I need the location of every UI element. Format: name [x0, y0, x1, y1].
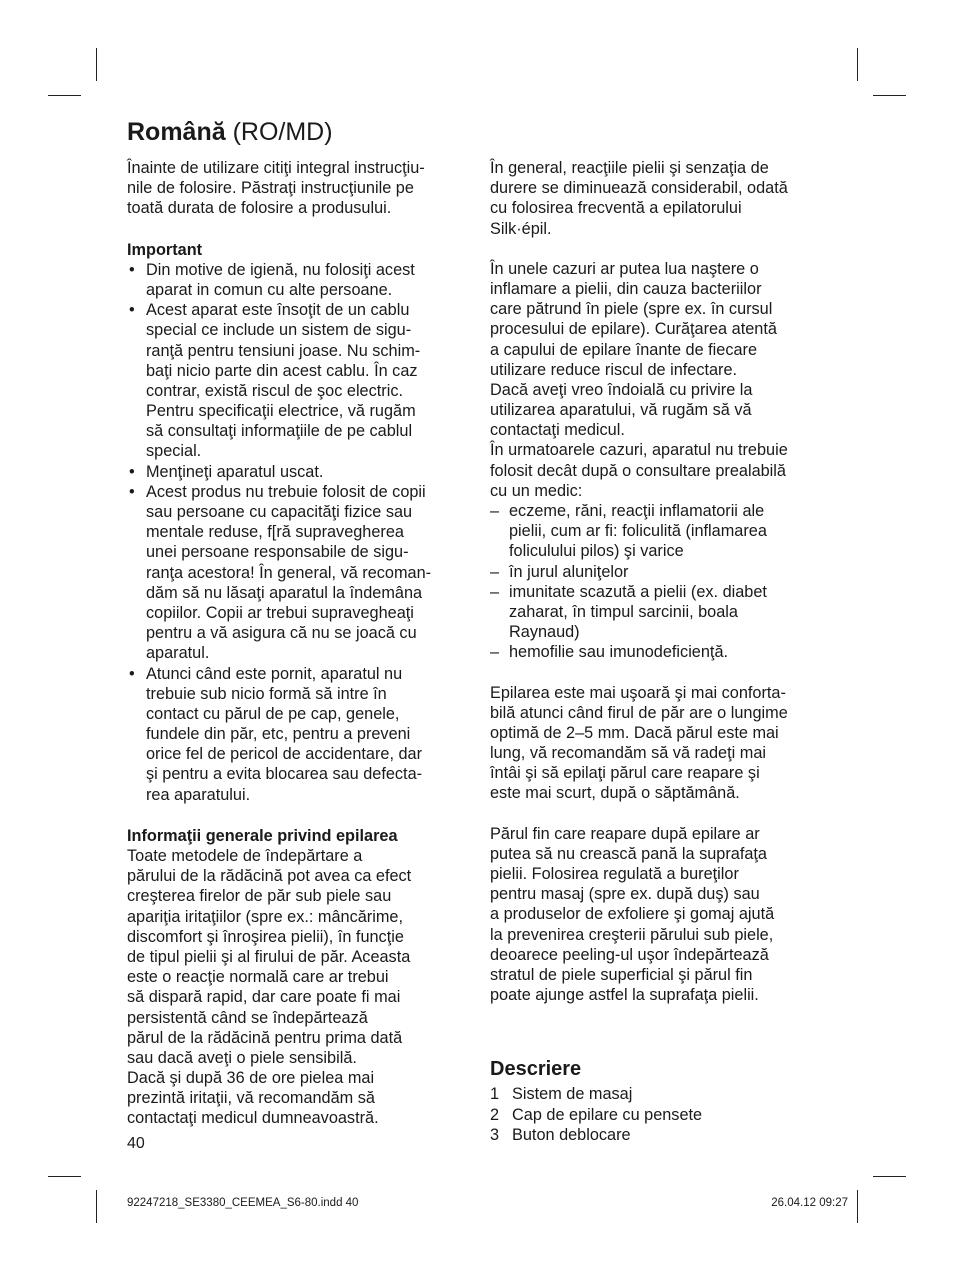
text-line: trebuie sub nicio formă să intre în — [146, 684, 387, 703]
bullet-item — [127, 462, 472, 482]
dash-marker: – — [490, 562, 500, 581]
bullet-marker: • — [129, 482, 135, 501]
text-line: folosit decât după o consultare prealabilă — [490, 461, 786, 480]
text-line: este mai scurt, după o săptămână. — [490, 784, 740, 803]
text-line: special. — [146, 442, 202, 461]
text-line: Părul fin care reapare după epilare ar — [490, 824, 760, 843]
text-line: optimă de 2–5 mm. Dacă părul este mai — [490, 723, 779, 742]
text-line: copiilor. Copii ar trebui supravegheaţi — [146, 603, 414, 622]
text-line: putea să nu crească pană la suprafaţa — [490, 844, 767, 863]
bullet-marker: • — [129, 260, 135, 279]
text-line: lung, vă recomandăm să vă radeţi mai — [490, 744, 767, 763]
text-line: sau dacă aveţi o piele sensibilă. — [127, 1048, 357, 1067]
text-line: Silk·épil. — [490, 219, 552, 238]
description-list — [490, 1084, 835, 1145]
bullet-item — [127, 260, 472, 300]
crop-mark — [873, 1176, 906, 1177]
info-heading: Informaţii generale privind epilarea — [127, 826, 398, 845]
text-line: imunitate scazută a pielii (ex. diabet — [509, 582, 767, 601]
text-line: Menţineţi aparatul uscat. — [146, 462, 324, 481]
text-line: discomfort şi înroşirea pielii), în funcţie — [127, 927, 404, 946]
text-line: utilizarea aparatului, vă rugăm să vă — [490, 401, 752, 420]
text-line: special ce include un sistem de sigu- — [146, 321, 412, 340]
crop-mark — [48, 1176, 81, 1177]
text-line: ranţa acestora! În general, vă recoman- — [146, 563, 432, 582]
text-line: utilizare reduce riscul de infectare. — [490, 360, 738, 379]
text-line: apariţia iritaţiilor (spre ex.: mâncărime, — [127, 907, 403, 926]
dash-marker: – — [490, 582, 500, 601]
text-line: durere se diminuează considerabil, odată — [490, 179, 788, 198]
crop-mark — [96, 48, 97, 81]
text-line: Atunci când este pornit, aparatul nu — [146, 664, 403, 683]
page-number: 40 — [127, 1135, 145, 1152]
bullet-marker: • — [129, 462, 135, 481]
text-line: În unele cazuri ar putea lua naştere o — [490, 259, 759, 278]
text-line: rea aparatului. — [146, 785, 251, 804]
text-line: Din motive de igienă, nu folosiţi acest — [146, 260, 415, 279]
text-line: pentru a vă asigura că nu se joacă cu — [146, 624, 417, 643]
text-line: pielii, cum ar fi: foliculită (inflamarea — [509, 522, 767, 541]
text-line: Epilarea este mai uşoară şi mai conforta- — [490, 683, 786, 702]
text-line: aparatul. — [146, 644, 210, 663]
text-line: de tipul pielii şi al firului de păr. Aceasta — [127, 947, 411, 966]
dash-marker: – — [490, 502, 500, 520]
bullet-item — [127, 482, 472, 664]
text-line: cu folosirea frecventă a epilatorului — [490, 199, 742, 218]
text-line: deoarece peeling-ul uşor îndepărtează — [490, 945, 769, 964]
crop-mark — [48, 95, 81, 96]
contraindication-list — [490, 501, 835, 663]
description-item — [490, 1084, 835, 1104]
important-heading: Important — [127, 240, 203, 259]
item-number: 2 — [490, 1105, 500, 1124]
text-line: inflamare a pielii, din cauza bacteriilor — [490, 279, 762, 298]
text-line: care pătrund în piele (spre ex. în cursul — [490, 300, 773, 319]
text-line: şi pentru a evita blocarea sau defecta- — [146, 765, 423, 784]
text-line: ranţă pentru tensiuni joase. Nu schim- — [146, 341, 421, 360]
important-list — [127, 260, 472, 805]
left-column — [127, 158, 472, 1129]
text-line: la prevenirea creşterii părului sub piele, — [490, 925, 774, 944]
text-line: fundele din păr, etc, pentru a preveni — [146, 725, 411, 744]
dash-item — [490, 501, 835, 562]
bullet-marker: • — [129, 301, 135, 320]
right-column — [490, 158, 835, 1145]
description-item — [490, 1105, 835, 1125]
paragraph-infection — [490, 259, 835, 501]
text-line: părului de la rădăcină pot avea ca efect — [127, 867, 412, 886]
paragraph-hair-length — [490, 683, 835, 804]
text-line: Înainte de utilizare citiţi integral instrucţiu- — [127, 159, 425, 177]
text-line: Dacă aveţi vreo îndoială cu privire la — [490, 380, 753, 399]
text-line: contact cu părul de pe cap, genele, — [146, 704, 400, 723]
text-line: contrar, există riscul de şoc electric. — [146, 381, 403, 400]
text-line: toată durata de folosire a produsului. — [127, 199, 392, 218]
text-line: persistentă când se îndepărtează — [127, 1008, 368, 1027]
text-line: mentale reduse, f[ră supravegherea — [146, 523, 404, 542]
footer-date: 26.04.12 09:27 — [771, 1197, 848, 1209]
text-line: este o reacţie normală care ar trebui — [127, 968, 389, 987]
text-line: contactaţi medicul. — [490, 421, 625, 440]
text-line: unei persoane responsabile de sigu- — [146, 543, 409, 562]
text-line: Acest aparat este însoţit de un cablu — [146, 301, 410, 320]
dash-marker: – — [490, 643, 500, 662]
bullet-item — [127, 664, 472, 805]
dash-item — [490, 562, 835, 582]
text-line: contactaţi medicul dumneavoastră. — [127, 1109, 379, 1128]
text-line: să consultaţi informaţiile de pe cablul — [146, 422, 413, 441]
info-paragraph — [127, 846, 472, 1129]
text-line: prezintă iritaţii, vă recomandăm să — [127, 1089, 375, 1108]
text-line: dăm să nu lăsaţi aparatul la îndemâna — [146, 583, 423, 602]
bullet-marker: • — [129, 664, 135, 683]
text-line: Toate metodele de îndepărtare a — [127, 847, 363, 865]
item-label: Sistem de masaj — [512, 1085, 633, 1104]
item-number: 1 — [490, 1085, 500, 1104]
crop-mark — [96, 1190, 97, 1223]
text-line: În general, reacţiile pielii şi senzaţia de — [490, 159, 769, 177]
text-line: Dacă şi după 36 de ore pielea mai — [127, 1069, 375, 1088]
text-line: Acest produs nu trebuie folosit de copii — [146, 482, 426, 501]
text-line: să dispară rapid, dar care poate fi mai — [127, 988, 401, 1007]
dash-item — [490, 582, 835, 643]
text-line: părul de la rădăcină pentru prima dată — [127, 1028, 403, 1047]
footer-file-info: 92247218_SE3380_CEEMEA_S6-80.indd 40 — [127, 1197, 359, 1209]
text-line: sau persoane cu capacităţi fizice sau — [146, 503, 413, 521]
text-line: zaharat, în timpul sarcinii, boala — [509, 602, 738, 621]
item-label: Buton deblocare — [512, 1125, 631, 1144]
item-label: Cap de epilare cu pensete — [512, 1105, 703, 1124]
crop-mark — [857, 48, 858, 81]
text-line: pentru masaj (spre ex. după duş) sau — [490, 885, 760, 904]
dash-item — [490, 642, 835, 662]
text-line: stratul de piele superficial şi părul fin — [490, 965, 753, 984]
paragraph-ingrown-hair — [490, 824, 835, 1006]
text-line: foliculului pilos) şi varice — [509, 542, 684, 561]
text-line: aparat in comun cu alte persoane. — [146, 280, 393, 299]
text-line: a capului de epilare înante de fiecare — [490, 340, 758, 359]
text-line: nile de folosire. Păstraţi instrucţiunile pe — [127, 179, 414, 198]
paragraph-skin-reactions — [490, 158, 835, 239]
text-line: procesului de epilare). Curăţarea atentă — [490, 320, 777, 339]
text-line: baţi nicio parte din acest cablu. În caz — [146, 361, 418, 380]
text-line: întâi şi să epilaţi părul care reapare şi — [490, 764, 760, 783]
text-line: Pentru specificaţii electrice, vă rugăm — [146, 402, 416, 421]
text-line: cu un medic: — [490, 481, 583, 500]
text-line: orice fel de pericol de accidentare, dar — [146, 745, 423, 764]
text-line: eczeme, răni, reacţii inflamatorii ale — [509, 502, 765, 520]
page-title: Română (RO/MD) — [127, 118, 333, 146]
bullet-item — [127, 300, 472, 462]
text-line: bilă atunci când firul de păr are o lungime — [490, 703, 788, 722]
description-heading: Descriere — [490, 1058, 582, 1081]
text-line: În urmatoarele cazuri, aparatul nu trebuie — [490, 441, 788, 460]
intro-paragraph — [127, 158, 472, 219]
text-line: creşterea firelor de păr sub piele sau — [127, 887, 392, 906]
text-line: poate ajunge astfel la suprafaţa pielii. — [490, 986, 759, 1005]
text-line: în jurul aluniţelor — [509, 562, 629, 581]
text-line: pielii. Folosirea regulată a bureţilor — [490, 865, 739, 883]
description-item — [490, 1125, 835, 1145]
crop-mark — [857, 1190, 858, 1223]
item-number: 3 — [490, 1125, 500, 1144]
text-line: hemofilie sau imunodeficienţă. — [509, 643, 729, 662]
crop-mark — [873, 95, 906, 96]
text-line: Raynaud) — [509, 623, 580, 642]
text-line: a produselor de exfoliere şi gomaj ajută — [490, 905, 775, 924]
